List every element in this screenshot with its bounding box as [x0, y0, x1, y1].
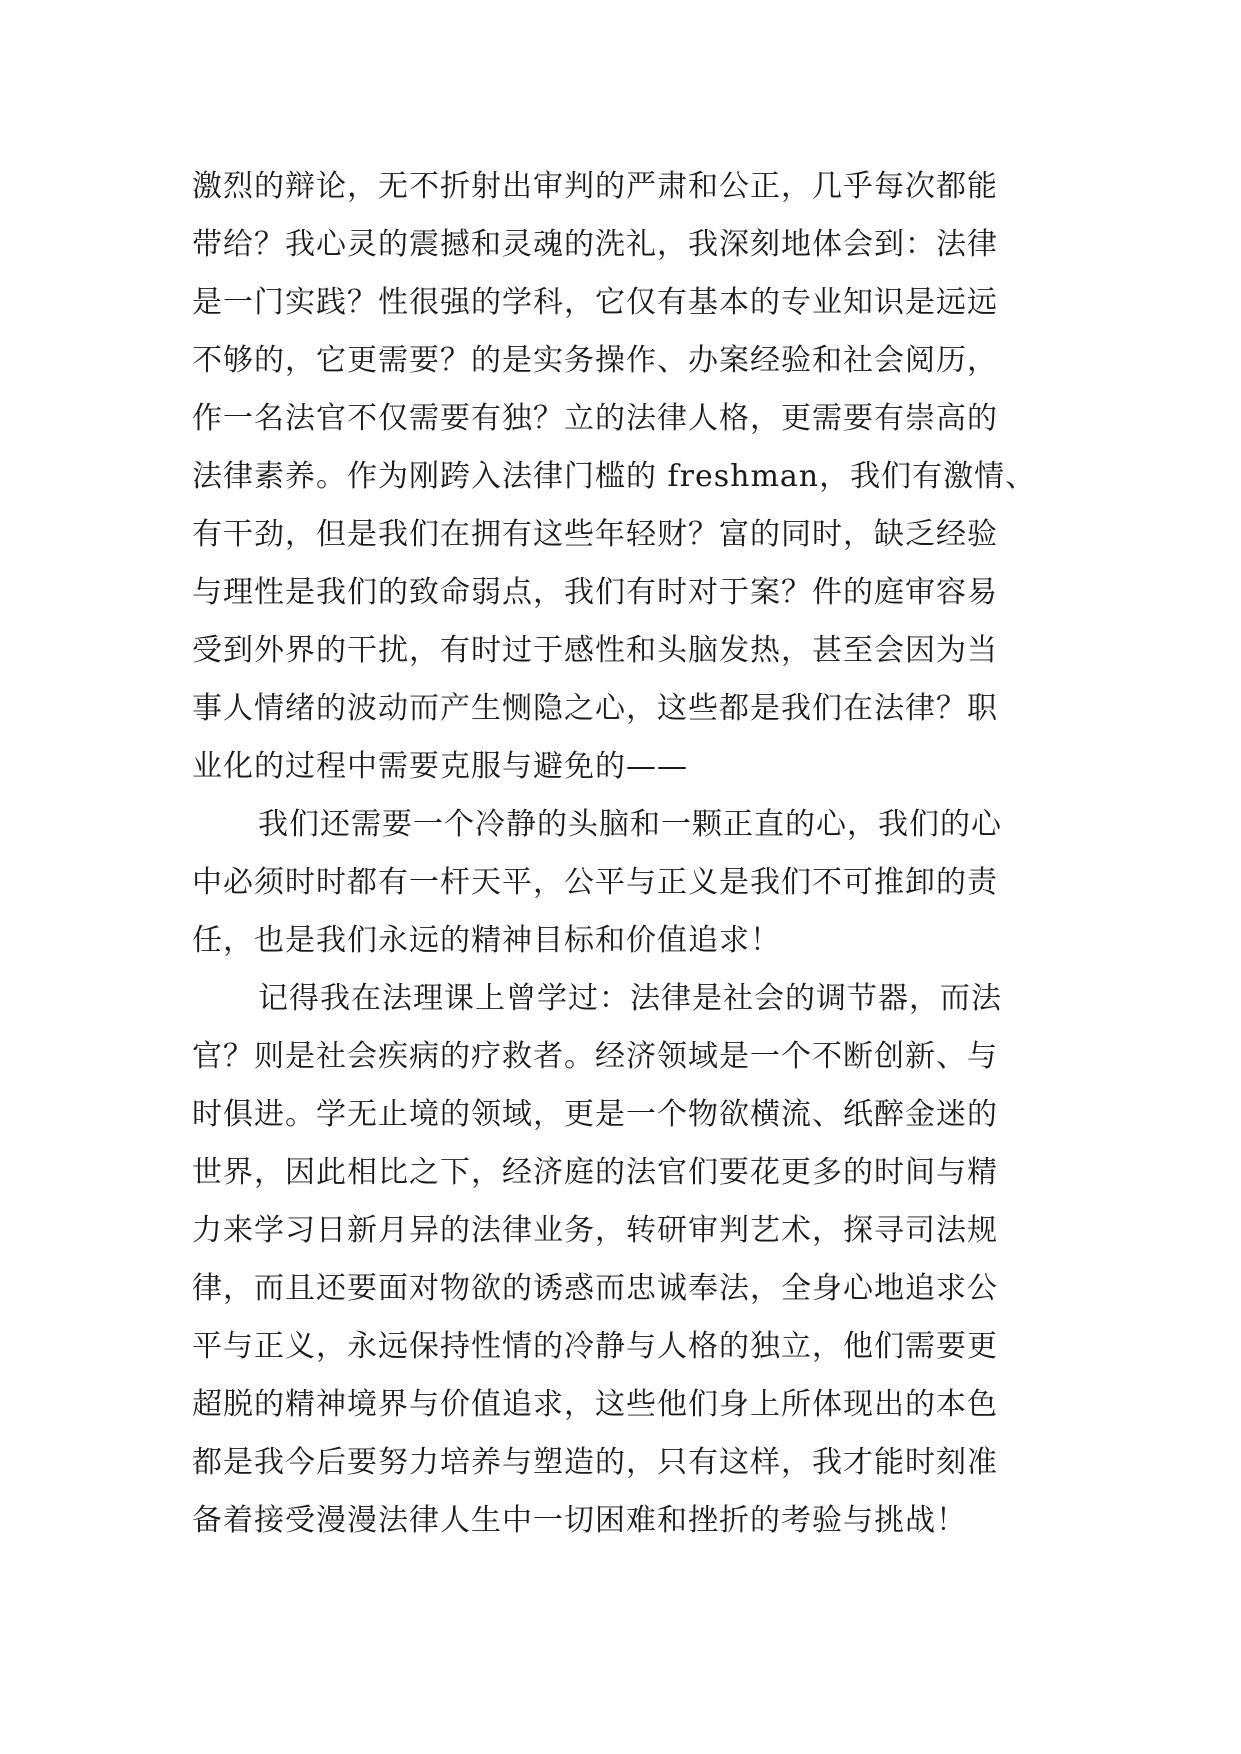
text-line: 时俱进。学无止境的领域，更是一个物欲横流、纸醉金迷的 — [192, 1097, 998, 1132]
text-line: 不够的，它更需要？的是实务操作、办案经验和社会阅历， — [192, 343, 998, 378]
text-line: 官？则是社会疾病的疗救者。经济领域是一个不断创新、与 — [192, 1039, 998, 1074]
text-line: 世界，因此相比之下，经济庭的法官们要花更多的时间与精 — [192, 1155, 998, 1190]
text-line: 作一名法官不仅需要有独？立的法律人格，更需要有崇高的 — [192, 401, 998, 436]
text-line: 平与正义，永远保持性情的冷静与人格的独立，他们需要更 — [192, 1329, 998, 1364]
text-line: 是一门实践？性很强的学科，它仅有基本的专业知识是远远 — [192, 285, 998, 320]
text-line: 业化的过程中需要克服与避免的—— — [192, 749, 688, 784]
text-line: 法律素养。作为刚跨入法律门槛的 freshman，我们有激情、 — [192, 459, 1037, 494]
text-line: 与理性是我们的致命弱点，我们有时对于案？件的庭审容易 — [192, 575, 998, 610]
text-line: 受到外界的干扰，有时过于感性和头脑发热，甚至会因为当 — [192, 633, 998, 668]
body-text — [192, 158, 1072, 1550]
text-line: 激烈的辩论，无不折射出审判的严肃和公正，几乎每次都能 — [192, 169, 998, 204]
text-line: 任，也是我们永远的精神目标和价值追求！ — [192, 923, 781, 958]
text-line: 带给？我心灵的震撼和灵魂的洗礼，我深刻地体会到：法律 — [192, 227, 998, 262]
text-line: 超脱的精神境界与价值追求，这些他们身上所体现出的本色 — [192, 1387, 998, 1422]
text-line: 力来学习日新月异的法律业务，转研审判艺术，探寻司法规 — [192, 1213, 998, 1248]
text-line: 中必须时时都有一杆天平，公平与正义是我们不可推卸的责 — [192, 865, 998, 900]
text-line: 备着接受漫漫法律人生中一切困难和挫折的考验与挑战！ — [192, 1503, 967, 1538]
text-line: 有干劲，但是我们在拥有这些年轻财？富的同时，缺乏经验 — [192, 517, 998, 552]
text-line: 事人情绪的波动而产生恻隐之心，这些都是我们在法律？职 — [192, 691, 998, 726]
text-line: 律，而且还要面对物欲的诱惑而忠诚奉法，全身心地追求公 — [192, 1271, 998, 1306]
paragraph-first-line: 记得我在法理课上曾学过：法律是社会的调节器，而法 — [258, 981, 1002, 1016]
text-line: 都是我今后要努力培养与塑造的，只有这样，我才能时刻准 — [192, 1445, 998, 1480]
paragraph-first-line: 我们还需要一个冷静的头脑和一颗正直的心，我们的心 — [258, 807, 1002, 842]
